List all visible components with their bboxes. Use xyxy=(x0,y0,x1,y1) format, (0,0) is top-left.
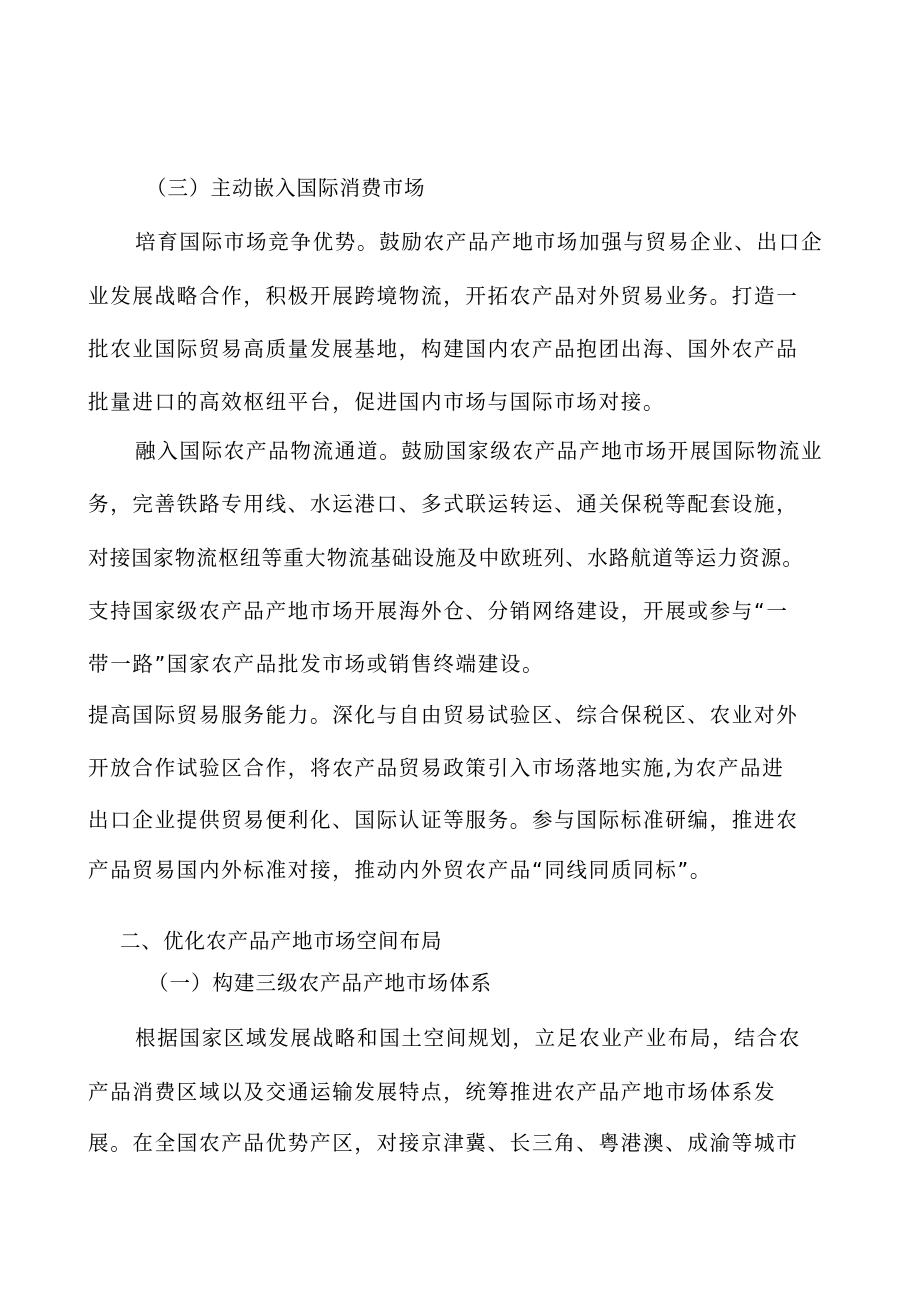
paragraph-line: 根据国家区域发展战略和国土空间规划，立足农业产业布局，结合农 xyxy=(135,1026,801,1050)
paragraph-line: 对接国家物流枢纽等重大物流基础设施及中欧班列、水路航道等运力资源。 xyxy=(88,546,805,570)
paragraph-line: 批量进口的高效枢纽平台，促进国内市场与国际市场对接。 xyxy=(88,390,666,414)
subsection-heading: （一）构建三级农产品产地市场体系 xyxy=(148,971,492,995)
paragraph-line: 带一路”国家农产品批发市场或销售终端建设。 xyxy=(88,652,545,676)
paragraph-line: 开放合作试验区合作，将农产品贸易政策引入市场落地实施,为农产品进 xyxy=(88,756,785,780)
section-heading: （三）主动嵌入国际消费市场 xyxy=(146,176,426,200)
paragraph-line: 务，完善铁路专用线、水运港口、多式联运转运、通关保税等配套设施， xyxy=(88,492,799,516)
chapter-heading: 二、优化农产品产地市场空间布局 xyxy=(120,929,443,953)
paragraph-line: 产品贸易国内外标准对接，推动内外贸农产品“同线同质同标”。 xyxy=(88,858,713,882)
paragraph-line: 融入国际农产品物流通道。鼓励国家级农产品产地市场开展国际物流业 xyxy=(135,439,824,463)
paragraph-line: 支持国家级农产品产地市场开展海外仓、分销网络建设，开展或参与“一 xyxy=(88,599,789,623)
paragraph-line: 展。在全国农产品优势产区，对接京津冀、长三角、粤港澳、成渝等城市 xyxy=(88,1131,799,1155)
paragraph-line: 业发展战略合作，积极开展跨境物流，开拓农产品对外贸易业务。打造一 xyxy=(88,284,799,308)
paragraph-line: 产品消费区域以及交通运输发展特点，统筹推进农产品产地市场体系发 xyxy=(88,1080,777,1104)
paragraph-line: 培育国际市场竞争优势。鼓励农产品产地市场加强与贸易企业、出口企 xyxy=(135,230,824,254)
paragraph-line: 出口企业提供贸易便利化、国际认证等服务。参与国际标准研编，推进农 xyxy=(88,808,799,832)
paragraph-line: 提高国际贸易服务能力。深化与自由贸易试验区、综合保税区、农业对外 xyxy=(88,703,799,727)
paragraph-line: 批农业国际贸易高质量发展基地，构建国内农产品抱团出海、国外农产品 xyxy=(88,337,799,361)
